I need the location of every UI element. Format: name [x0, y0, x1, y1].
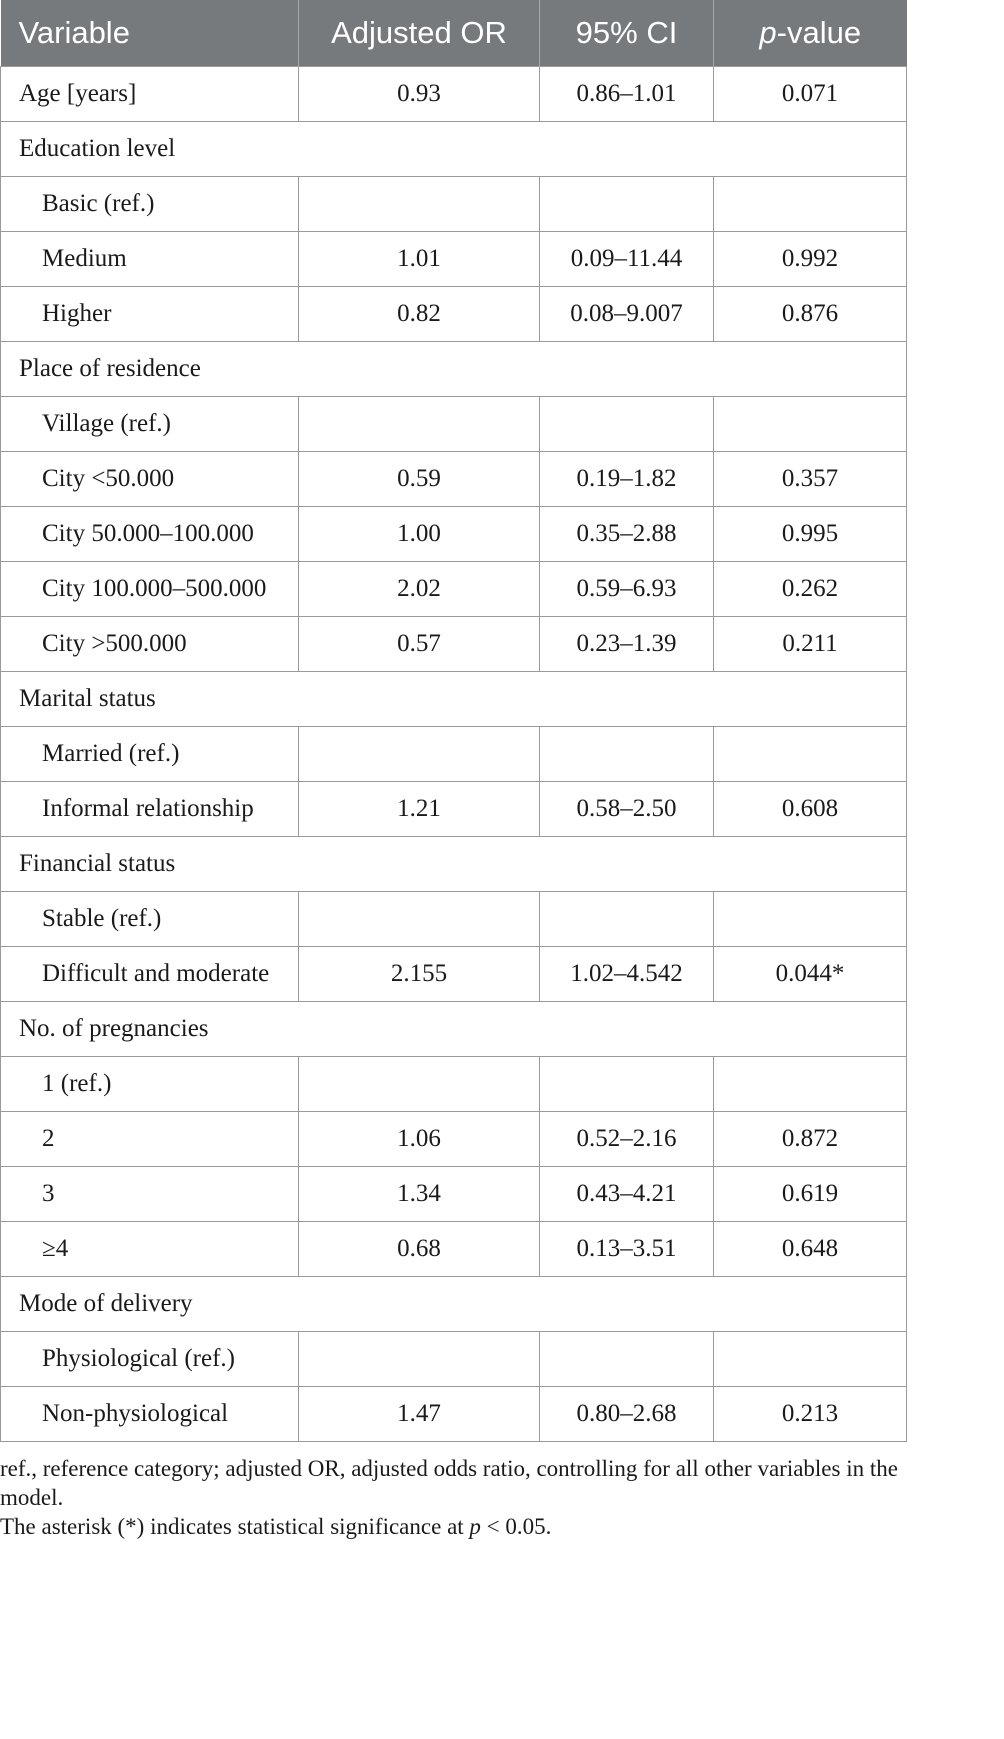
row-p: 0.648: [714, 1222, 907, 1277]
row-or: 1.47: [299, 1387, 540, 1442]
footnote-significance-text: The asterisk (*) indicates statistical significance at: [0, 1514, 470, 1539]
category-row: [1, 672, 907, 727]
category-row: [1, 1002, 907, 1057]
row-p: [714, 1057, 907, 1112]
table-row: [1, 397, 907, 452]
header-p-value: [714, 0, 907, 67]
table-row: [1, 947, 907, 1002]
table-row: [1, 1332, 907, 1387]
table-row: [1, 1167, 907, 1222]
row-label: 3: [1, 1167, 299, 1222]
header-row: [1, 0, 907, 67]
header-variable: Variable: [1, 0, 299, 67]
row-or: 1.06: [299, 1112, 540, 1167]
row-p: 0.211: [714, 617, 907, 672]
row-p: 0.262: [714, 562, 907, 617]
row-label: Physiological (ref.): [1, 1332, 299, 1387]
row-label: City >500.000: [1, 617, 299, 672]
row-p: [714, 892, 907, 947]
row-ci: [540, 397, 714, 452]
row-or: 1.01: [299, 232, 540, 287]
footnote-significance: [0, 1512, 906, 1541]
row-or: 1.21: [299, 782, 540, 837]
row-ci: [540, 177, 714, 232]
category-row: [1, 122, 907, 177]
row-or: 0.57: [299, 617, 540, 672]
row-label: City 50.000–100.000: [1, 507, 299, 562]
row-p: 0.619: [714, 1167, 907, 1222]
table-row: [1, 1222, 907, 1277]
table-row: [1, 1057, 907, 1112]
row-ci: 0.08–9.007: [540, 287, 714, 342]
table-row: [1, 1387, 907, 1442]
row-label: City 100.000–500.000: [1, 562, 299, 617]
row-or: [299, 397, 540, 452]
row-label: Stable (ref.): [1, 892, 299, 947]
header-adjusted-or: Adjusted OR: [299, 0, 540, 67]
table-row: [1, 1112, 907, 1167]
category-row: [1, 342, 907, 397]
row-p: 0.357: [714, 452, 907, 507]
row-ci: 0.35–2.88: [540, 507, 714, 562]
row-label: Difficult and moderate: [1, 947, 299, 1002]
row-label: Informal relationship: [1, 782, 299, 837]
footnote-p-italic: p: [469, 1514, 481, 1539]
row-ci: 0.09–11.44: [540, 232, 714, 287]
row-p: 0.608: [714, 782, 907, 837]
row-ci: 0.43–4.21: [540, 1167, 714, 1222]
table-row: [1, 287, 907, 342]
category-label: No. of pregnancies: [1, 1002, 907, 1057]
category-label: Place of residence: [1, 342, 907, 397]
category-label: Mode of delivery: [1, 1277, 907, 1332]
category-row: [1, 1277, 907, 1332]
row-p: [714, 397, 907, 452]
row-or: [299, 892, 540, 947]
row-p: [714, 1332, 907, 1387]
row-or: 2.155: [299, 947, 540, 1002]
row-or: [299, 727, 540, 782]
row-label: Higher: [1, 287, 299, 342]
table-row: [1, 727, 907, 782]
table-footnotes: [0, 1442, 906, 1541]
row-label: Village (ref.): [1, 397, 299, 452]
row-p: 0.071: [714, 67, 907, 122]
table-row: [1, 232, 907, 287]
row-or: [299, 1057, 540, 1112]
table-row: [1, 452, 907, 507]
header-p-italic: p: [759, 15, 777, 50]
row-p: 0.876: [714, 287, 907, 342]
row-or: 1.00: [299, 507, 540, 562]
row-ci: 0.19–1.82: [540, 452, 714, 507]
row-p: 0.044*: [714, 947, 907, 1002]
row-ci: 0.52–2.16: [540, 1112, 714, 1167]
table-body: [1, 67, 907, 1442]
row-or: 0.59: [299, 452, 540, 507]
row-label: 1 (ref.): [1, 1057, 299, 1112]
row-ci: 0.86–1.01: [540, 67, 714, 122]
table-row: [1, 782, 907, 837]
table-header: [1, 0, 907, 67]
row-p: [714, 177, 907, 232]
row-p: 0.995: [714, 507, 907, 562]
row-or: 0.68: [299, 1222, 540, 1277]
row-p: 0.992: [714, 232, 907, 287]
row-ci: 0.23–1.39: [540, 617, 714, 672]
table-row: [1, 177, 907, 232]
row-p: [714, 727, 907, 782]
row-ci: 0.58–2.50: [540, 782, 714, 837]
category-row: [1, 837, 907, 892]
row-ci: 1.02–4.542: [540, 947, 714, 1002]
category-label: Education level: [1, 122, 907, 177]
table-row: [1, 617, 907, 672]
footnote-threshold: < 0.05.: [480, 1514, 552, 1539]
table-row: [1, 67, 907, 122]
row-ci: 0.80–2.68: [540, 1387, 714, 1442]
category-label: Marital status: [1, 672, 907, 727]
row-or: [299, 177, 540, 232]
row-or: 2.02: [299, 562, 540, 617]
row-ci: [540, 892, 714, 947]
row-ci: [540, 1332, 714, 1387]
row-label: Non-physiological: [1, 1387, 299, 1442]
footnote-abbreviations: ref., reference category; adjusted OR, adjusted odds ratio, controlling for all other variables in the model.: [0, 1456, 898, 1510]
row-or: 1.34: [299, 1167, 540, 1222]
row-label: ≥4: [1, 1222, 299, 1277]
category-label: Financial status: [1, 837, 907, 892]
header-ci: 95% CI: [540, 0, 714, 67]
table-row: [1, 562, 907, 617]
row-label: City <50.000: [1, 452, 299, 507]
row-label: Married (ref.): [1, 727, 299, 782]
row-ci: [540, 727, 714, 782]
table-row: [1, 507, 907, 562]
row-ci: 0.59–6.93: [540, 562, 714, 617]
row-p: 0.213: [714, 1387, 907, 1442]
row-or: 0.93: [299, 67, 540, 122]
row-or: [299, 1332, 540, 1387]
row-p: 0.872: [714, 1112, 907, 1167]
row-or: 0.82: [299, 287, 540, 342]
row-label: Basic (ref.): [1, 177, 299, 232]
row-ci: 0.13–3.51: [540, 1222, 714, 1277]
table-row: [1, 892, 907, 947]
row-ci: [540, 1057, 714, 1112]
header-p-rest: -value: [776, 15, 862, 50]
row-label: 2: [1, 1112, 299, 1167]
row-label: Medium: [1, 232, 299, 287]
row-label: Age [years]: [1, 67, 299, 122]
